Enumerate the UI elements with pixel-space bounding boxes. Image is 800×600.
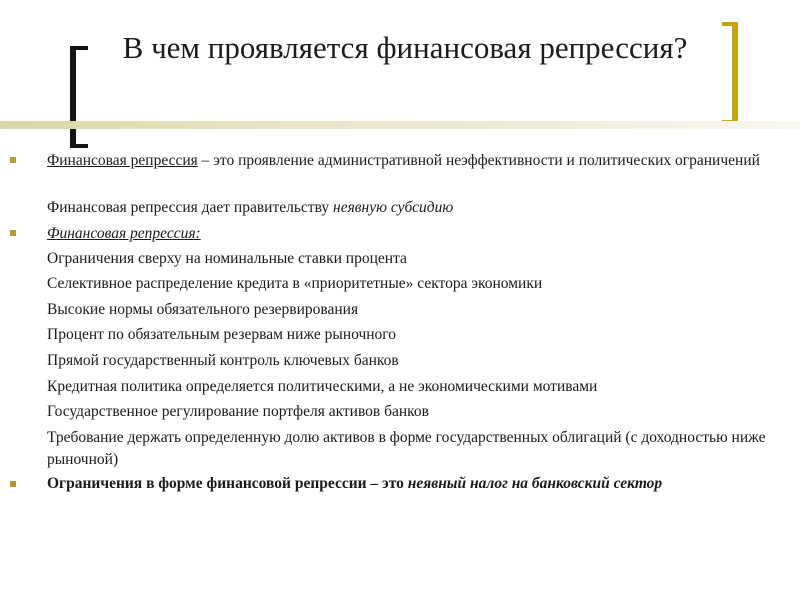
list-item xyxy=(47,150,782,172)
item-text: – это проявление административной неэффективности и политических ограничений xyxy=(197,152,760,169)
list-item xyxy=(47,223,782,245)
list-item xyxy=(47,197,782,219)
bullet-icon xyxy=(10,481,16,487)
item-strong-emphasis: неявный налог на банковский сектор xyxy=(407,475,663,492)
list-item: Высокие нормы обязательного резервирования xyxy=(47,301,359,318)
item-lead: Финансовая репрессия: xyxy=(47,225,201,242)
list-item: Ограничения сверху на номинальные ставки процента xyxy=(47,250,407,267)
title-divider xyxy=(0,121,800,129)
item-emphasis: неявную субсидию xyxy=(333,199,454,216)
item-strong: Ограничения в форме финансовой репрессии – это xyxy=(47,475,408,492)
left-bracket-decoration xyxy=(70,46,88,148)
list-item xyxy=(47,473,782,495)
list-item: Процент по обязательным резервам ниже рыночного xyxy=(47,326,397,343)
bullet-icon xyxy=(10,157,16,163)
list-item: Кредитная политика определяется политическими, а не экономическими мотивами xyxy=(47,378,598,395)
item-text: Финансовая репрессия дает правительству xyxy=(47,199,333,216)
list-item: Прямой государственный контроль ключевых банков xyxy=(47,352,399,369)
list-item: Требование держать определенную долю активов в форме государственных облигаций (с доходностью ниже рыночной) xyxy=(47,429,766,468)
bullet-icon xyxy=(10,230,16,236)
list-item: Государственное регулирование портфеля активов банков xyxy=(47,403,429,420)
right-bracket-decoration xyxy=(722,22,738,124)
list-item: Селективное распределение кредита в «приоритетные» сектора экономики xyxy=(47,275,543,292)
slide-title: В чем проявляется финансовая репрессия? xyxy=(122,30,688,65)
item-lead: Финансовая репрессия xyxy=(47,152,198,169)
